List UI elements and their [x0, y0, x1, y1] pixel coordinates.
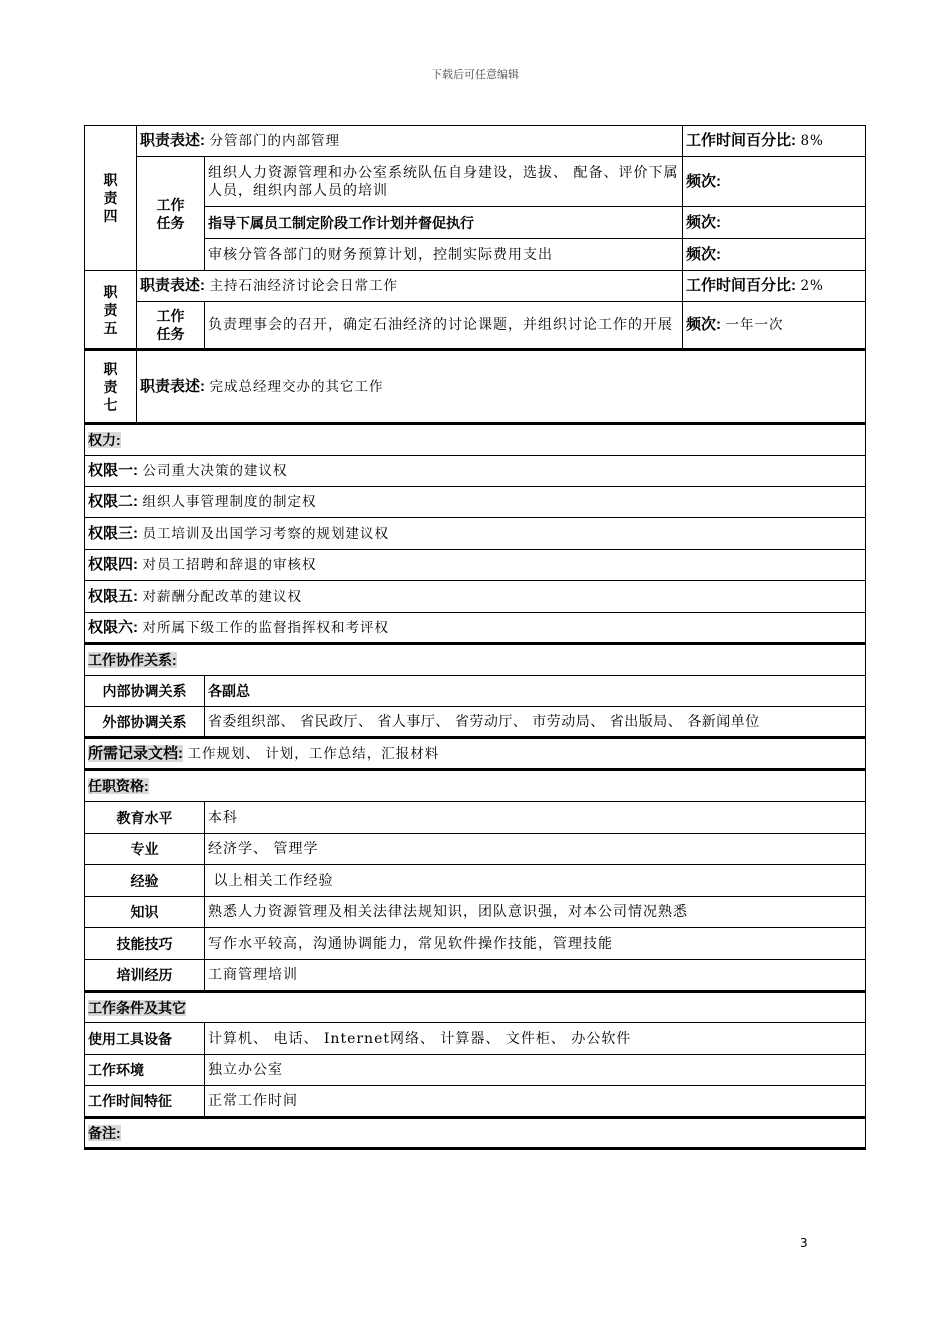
duty5-pct: 工作时间百分比: 2% [683, 271, 866, 302]
power-5: 权限五: 对薪酬分配改革的建议权 [85, 581, 866, 613]
qual-skills-value: 写作水平较高，沟通协调能力，常见软件操作技能，管理技能 [205, 928, 866, 960]
header-note: 下载后可任意编辑 [431, 68, 519, 81]
qualifications-title: 任职资格: [85, 770, 866, 802]
page-number: 3 [800, 1236, 808, 1250]
duty4-task-2: 指导下属员工制定阶段工作计划并督促执行 [205, 207, 683, 239]
duty4-freq-1: 频次: [683, 157, 866, 207]
duty4-freq-2: 频次: [683, 207, 866, 239]
power-4: 权限四: 对员工招聘和辞退的审核权 [85, 550, 866, 581]
cond-hours-value: 正常工作时间 [205, 1086, 866, 1118]
duty4-task-1: 组织人力资源管理和办公室系统队伍自身建设，选拔、 配备、评价下属人员，组织内部人员的培训 [205, 157, 683, 207]
duty4-label: 职 责 四 [85, 126, 137, 271]
qual-knowledge-label: 知识 [85, 897, 205, 928]
duty5-label: 职 责 五 [85, 271, 137, 350]
external-relations-label: 外部协调关系 [85, 707, 205, 738]
qual-experience-label: 经验 [85, 865, 205, 897]
duty4-desc: 职责表述: 分管部门的内部管理 [137, 126, 683, 157]
duty4-task-3: 审核分管各部门的财务预算计划，控制实际费用支出 [205, 239, 683, 271]
duty5-freq-1: 频次: 一年一次 [683, 302, 866, 350]
duty5-task-label: 工作 任务 [137, 302, 205, 350]
qual-education-value: 本科 [205, 802, 866, 834]
records-row: 所需记录文档: 工作规划、 计划，工作总结，汇报材料 [85, 738, 866, 770]
remarks-row: 备注: [85, 1118, 866, 1149]
qual-major-value: 经济学、 管理学 [205, 834, 866, 865]
qual-knowledge-value: 熟悉人力资源管理及相关法律法规知识，团队意识强，对本公司情况熟悉 [205, 897, 866, 928]
power-1: 权限一: 公司重大决策的建议权 [85, 456, 866, 487]
qual-major-label: 专业 [85, 834, 205, 865]
power-3: 权限三: 员工培训及出国学习考察的规划建议权 [85, 518, 866, 550]
relations-title: 工作协作关系: [85, 644, 866, 676]
duty4-pct: 工作时间百分比: 8% [683, 126, 866, 157]
internal-relations-label: 内部协调关系 [85, 676, 205, 707]
power-2: 权限二: 组织人事管理制度的制定权 [85, 487, 866, 518]
cond-tools-label: 使用工具设备 [85, 1023, 205, 1055]
qual-training-value: 工商管理培训 [205, 960, 866, 992]
cond-tools-value: 计算机、 电话、 Internet网络、 计算器、 文件柜、 办公软件 [205, 1023, 866, 1055]
power-6: 权限六: 对所属下级工作的监督指挥权和考评权 [85, 613, 866, 644]
qual-training-label: 培训经历 [85, 960, 205, 992]
job-description-table [84, 125, 866, 1150]
duty7-label: 职 责 七 [85, 350, 137, 424]
cond-hours-label: 工作时间特征 [85, 1086, 205, 1118]
duty5-task-1: 负责理事会的召开，确定石油经济的讨论课题，并组织讨论工作的开展 [205, 302, 683, 350]
qual-skills-label: 技能技巧 [85, 928, 205, 960]
duty5-desc: 职责表述: 主持石油经济讨论会日常工作 [137, 271, 683, 302]
internal-relations-value: 各副总 [205, 676, 866, 707]
qual-education-label: 教育水平 [85, 802, 205, 834]
conditions-title: 工作条件及其它 [85, 992, 866, 1023]
qual-experience-value: 以上相关工作经验 [205, 865, 866, 897]
duty7-desc: 职责表述: 完成总经理交办的其它工作 [137, 350, 866, 424]
external-relations-value: 省委组织部、 省民政厅、 省人事厅、 省劳动厅、 市劳动局、 省出版局、 各新闻单位 [205, 707, 866, 738]
powers-title: 权力: [85, 424, 866, 456]
cond-environment-label: 工作环境 [85, 1055, 205, 1086]
duty4-task-label: 工作 任务 [137, 157, 205, 271]
duty4-freq-3: 频次: [683, 239, 866, 271]
cond-environment-value: 独立办公室 [205, 1055, 866, 1086]
